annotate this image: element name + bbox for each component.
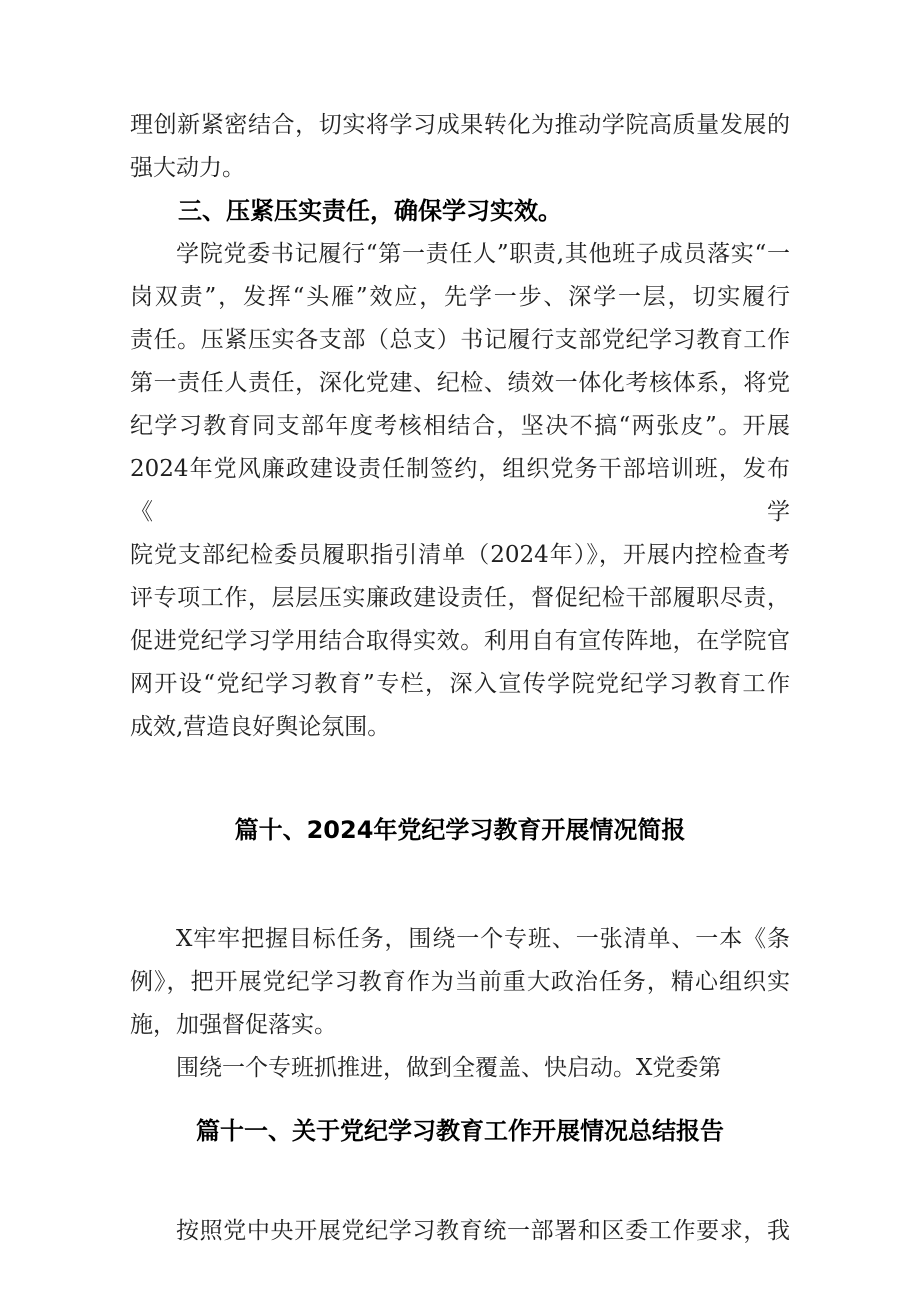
- section-heading-pian-11: 篇十一、关于党纪学习教育工作开展情况总结报告: [196, 1117, 724, 1145]
- paragraph-line: 理创新紧密结合，切实将学习成果转化为推动学院高质量发展的: [130, 112, 790, 138]
- paragraph-line: 强大动力。: [130, 155, 245, 181]
- subsection-heading-three: 三、压紧压实责任，确保学习实效。: [178, 197, 562, 225]
- section-heading-pian-10: 篇十、2024年党纪学习教育开展情况简报: [234, 816, 686, 844]
- paragraph-line: 岗双责”，发挥“头雁”效应，先学一步、深学一层，切实履行: [130, 284, 790, 310]
- paragraph-line: 网开设“党纪学习教育”专栏，深入宣传学院党纪学习教育工作: [130, 671, 790, 697]
- paragraph-line: 2024年党风廉政建设责任制签约，组织党务干部培训班，发布《学: [130, 456, 790, 525]
- paragraph-line: 围绕一个专班抓推进，做到全覆盖、快启动。X党委第: [176, 1055, 722, 1081]
- paragraph-line: 纪学习教育同支部年度考核相结合，坚决不搞“两张皮”。开展: [130, 413, 790, 439]
- paragraph-line: X牢牢把握目标任务，围绕一个专班、一张清单、一本《条: [176, 926, 790, 952]
- paragraph-line: 责任。压紧压实各支部（总支）书记履行支部党纪学习教育工作: [130, 327, 790, 353]
- paragraph-line: 施，加强督促落实。: [130, 1012, 337, 1038]
- paragraph-line: 促进党纪学习学用结合取得实效。利用自有宣传阵地，在学院官: [130, 628, 790, 654]
- paragraph-line: 院党支部纪检委员履职指引清单（2024年）》，开展内控检查考: [130, 542, 790, 568]
- paragraph-line: 按照党中央开展党纪学习教育统一部署和区委工作要求，我: [176, 1218, 790, 1244]
- text-column: [130, 104, 790, 1253]
- paragraph-line: 评专项工作，层层压实廉政建设责任，督促纪检干部履职尽责，: [130, 585, 790, 611]
- paragraph-line: 成效,营造良好舆论氛围。: [130, 714, 391, 740]
- paragraph-line: 例》，把开展党纪学习教育作为当前重大政治任务，精心组织实: [130, 969, 790, 995]
- paragraph-line: 第一责任人责任，深化党建、纪检、绩效一体化考核体系，将党: [130, 370, 790, 396]
- paragraph-line: 学院党委书记履行“第一责任人”职责,其他班子成员落实“一: [176, 241, 790, 267]
